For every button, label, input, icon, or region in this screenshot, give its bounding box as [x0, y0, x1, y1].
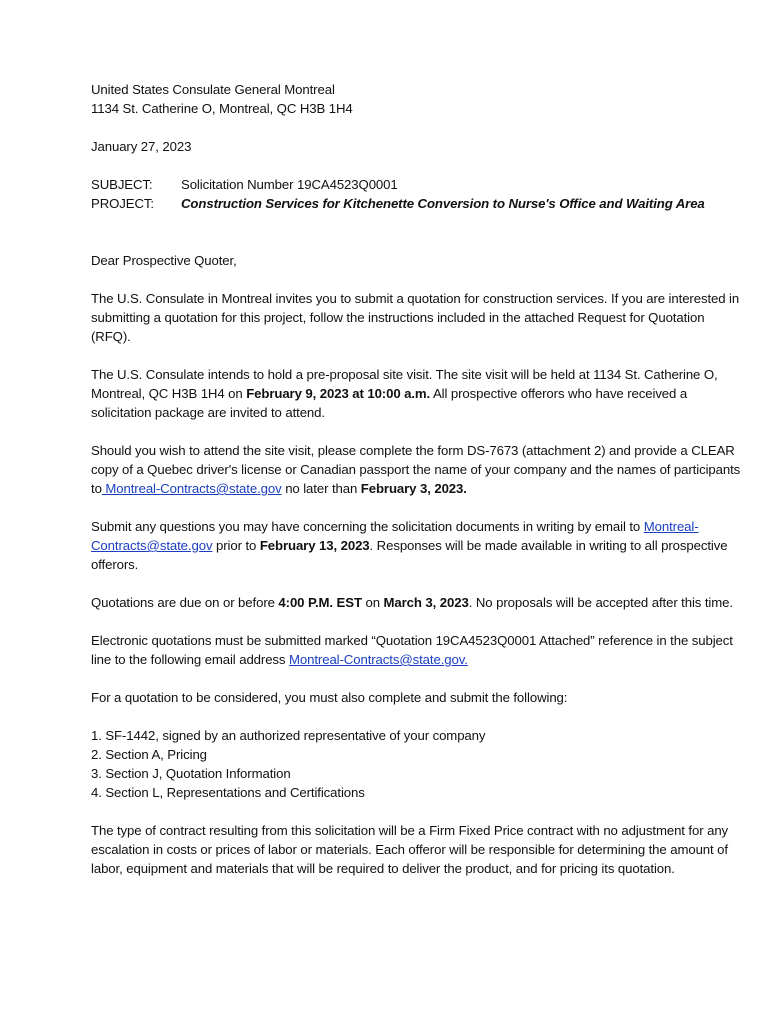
- requirements-list: [91, 726, 741, 802]
- email-link[interactable]: Montreal-Contracts@state.gov.: [289, 652, 468, 667]
- list-item: 1. SF-1442, signed by an authorized representative of your company: [91, 728, 486, 743]
- list-item: 4. Section L, Representations and Certifications: [91, 785, 365, 800]
- paragraph-electronic: Electronic quotations must be submitted marked “Quotation 19CA4523Q0001 Attached” reference in the subject line to the following email address Montreal-Contracts@state.gov.: [91, 633, 733, 667]
- paragraph-contract-type: The type of contract resulting from this solicitation will be a Firm Fixed Price contract with no adjustment for any escalation in costs or prices of labor or materials. Each offeror will be responsible for determining the amount of labor, equipment and materials that will be required to deliver the product, and for pricing its quotation.: [91, 823, 729, 876]
- list-item: 3. Section J, Quotation Information: [91, 766, 291, 781]
- due-date: March 3, 2023: [383, 595, 469, 610]
- list-item: 2. Section A, Pricing: [91, 747, 207, 762]
- project-line: [91, 194, 741, 213]
- subject-value: Solicitation Number 19CA4523Q0001: [181, 177, 398, 192]
- project-label: PROJECT:: [91, 196, 154, 211]
- paragraph-requirements-intro: For a quotation to be considered, you must also complete and submit the following:: [91, 690, 568, 705]
- paragraph-due-date: Quotations are due on or before 4:00 P.M. EST on March 3, 2023. No proposals will be accepted after this time.: [91, 595, 733, 610]
- email-link[interactable]: Montreal-Contracts@state.gov: [91, 519, 699, 553]
- paragraph-site-visit: The U.S. Consulate intends to hold a pre-proposal site visit. The site visit will be held at 1134 St. Catherine O, Montreal, QC H3B 1H4 on February 9, 2023 at 10:00 a.m. All prospective offerors who have received a solicitation package are invited to attend.: [91, 367, 718, 420]
- subject-line: [91, 175, 741, 194]
- paragraph-attend: Should you wish to attend the site visit, please complete the form DS-7673 (attachment 2) and provide a CLEAR copy of a Quebec driver's license or Canadian passport the name of your company and the names of participants to Montreal-Contracts@state.gov no later than February 3, 2023.: [91, 443, 741, 496]
- paragraph-invitation: The U.S. Consulate in Montreal invites you to submit a quotation for construction services. If you are interested in submitting a quotation for this project, follow the instructions included in the attached Request for Quotation (RFQ).: [91, 291, 740, 344]
- greeting: Dear Prospective Quoter,: [91, 253, 237, 268]
- office-name: United States Consulate General Montreal: [91, 82, 335, 97]
- attend-deadline: February 3, 2023.: [360, 481, 467, 496]
- letter-date: January 27, 2023: [91, 139, 192, 154]
- project-value: Construction Services for Kitchenette Conversion to Nurse's Office and Waiting Area: [181, 196, 705, 211]
- email-link[interactable]: Montreal-Contracts@state.gov: [101, 481, 282, 496]
- letter-body: [91, 80, 741, 878]
- questions-deadline: February 13, 2023: [259, 538, 370, 553]
- due-time: 4:00 P.M. EST: [278, 595, 362, 610]
- office-address: 1134 St. Catherine O, Montreal, QC H3B 1H4: [91, 101, 353, 116]
- subject-label: SUBJECT:: [91, 177, 153, 192]
- site-visit-date: February 9, 2023 at 10:00 a.m.: [246, 386, 431, 401]
- paragraph-questions: Submit any questions you may have concerning the solicitation documents in writing by email to Montreal-Contracts@state.gov prior to February 13, 2023. Responses will be made available in writing to all prospective offerors.: [91, 519, 728, 572]
